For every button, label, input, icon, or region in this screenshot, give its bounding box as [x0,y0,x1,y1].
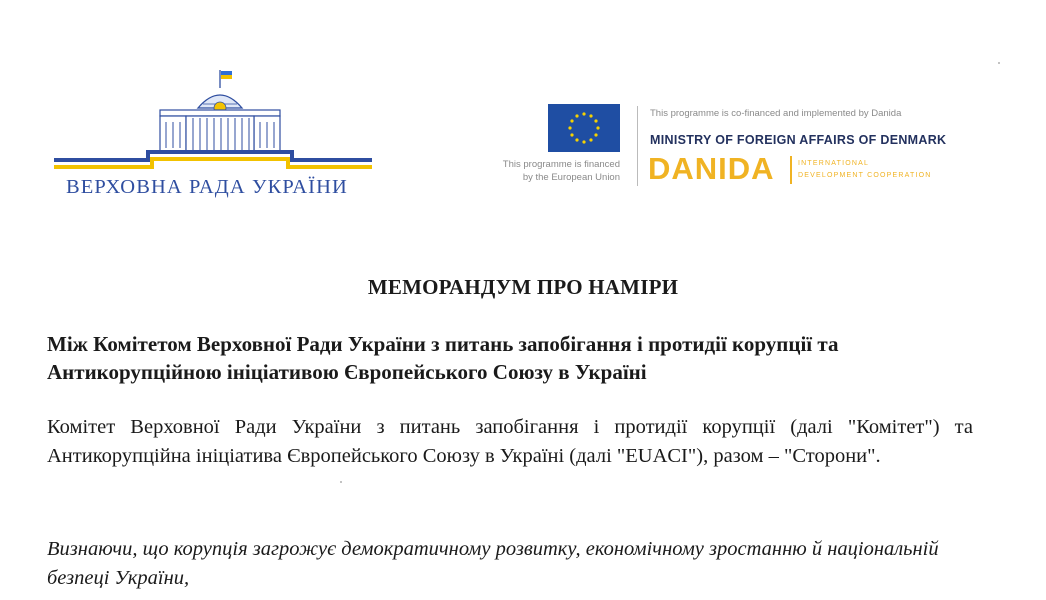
danida-logo [650,108,990,188]
danida-separator [790,156,792,184]
eu-logo [476,104,626,194]
eu-caption [476,158,620,184]
eu-flag-icon [548,104,620,152]
danida-subtitle-line: INTERNATIONAL [798,160,870,167]
danida-ministry-text: MINISTRY OF FOREIGN AFFAIRS OF DENMARK [650,133,947,147]
eu-caption-line: This programme is financed [502,159,620,170]
rada-logo-text: ВЕРХОВНА РАДА УКРАЇНИ [66,176,348,198]
danida-cofinanced-text: This programme is co-financed and implemented by Danida [650,108,902,119]
verkhovna-rada-building-icon [52,68,382,178]
scan-speck [998,62,1000,64]
danida-brand-text: DANIDA [648,151,775,186]
eu-caption-line: by the European Union [522,172,620,183]
danida-subtitle-line: DEVELOPMENT COOPERATION [798,172,932,179]
document-italic-clause: Визнаючи, що корупція загрожує демократичному розвитку, економічному зростанню й національній безпеці України, [47,538,939,589]
logo-divider [637,106,638,186]
document-subtitle: Між Комітетом Верховної Ради України з питань запобігання і протидії корупції та Антикорупційною ініціативою Європейського Союзу в Україні [47,332,839,384]
scan-speck [340,481,342,483]
danida-subtitle [798,158,932,182]
document-paragraph: Комітет Верховної Ради України з питань запобігання і протидії корупції (далі "Комітет") та Антикорупційна ініціатива Європейського Союзу в Україні (далі "EUACI"), разом – "Сторони". [47,416,973,467]
verkhovna-rada-logo [52,68,382,208]
document-title: МЕМОРАНДУМ ПРО НАМІРИ [367,275,679,299]
